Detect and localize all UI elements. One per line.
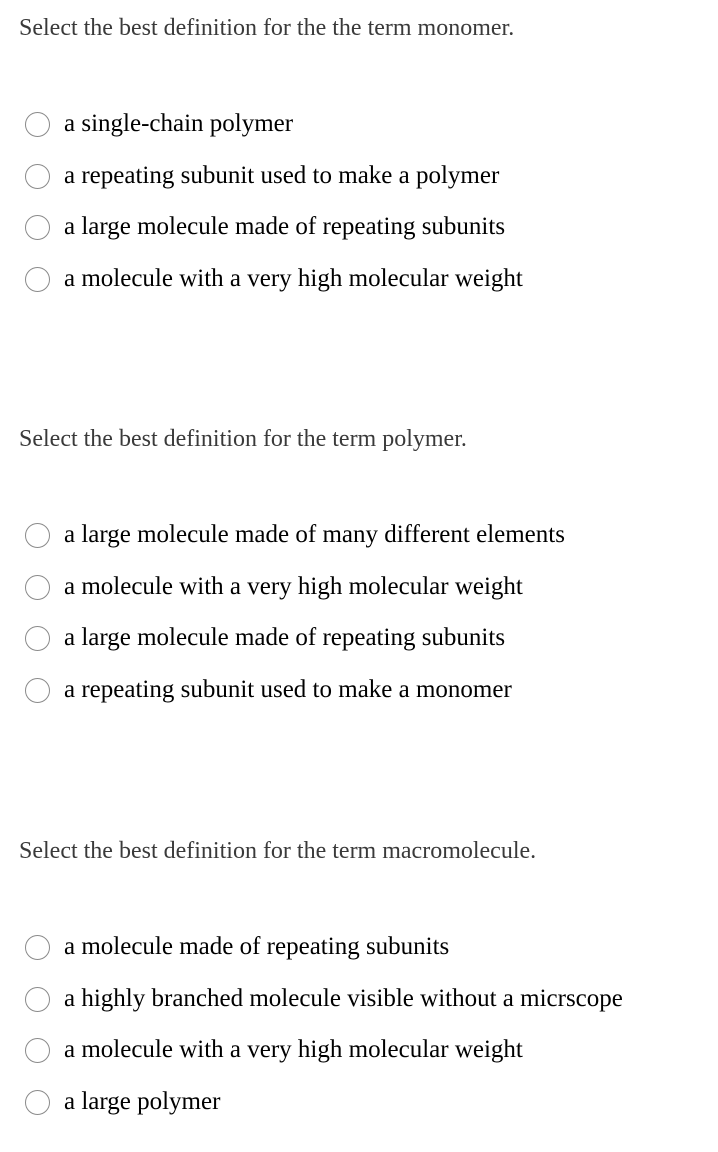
answer-option-label[interactable]: a repeating subunit used to make a monomer [64,675,512,703]
radio-button[interactable] [25,267,50,292]
question-prompt: Select the best definition for the term macromolecule. [19,838,537,864]
radio-button[interactable] [25,626,50,651]
answer-option-label[interactable]: a molecule with a very high molecular weight [64,572,523,600]
question-prompt: Select the best definition for the term polymer. [19,426,467,452]
answer-option-label[interactable]: a large molecule made of repeating subunits [64,624,506,652]
answer-option-label[interactable]: a molecule with a very high molecular weight [64,264,523,292]
radio-button[interactable] [25,678,50,703]
question-prompt: Select the best definition for the the term monomer. [19,15,515,41]
radio-button[interactable] [25,164,50,189]
radio-button[interactable] [25,1038,50,1063]
radio-button[interactable] [25,1090,50,1115]
answer-option-label[interactable]: a molecule with a very high molecular weight [64,1036,523,1064]
answer-option-label[interactable]: a molecule made of repeating subunits [64,932,450,960]
radio-button[interactable] [25,987,50,1012]
answer-option-label[interactable]: a large molecule made of many different elements [64,520,565,548]
answer-option-label[interactable]: a large molecule made of repeating subunits [64,213,506,241]
answer-option-label[interactable]: a highly branched molecule visible without a micrscope [64,984,623,1012]
answer-option-label[interactable]: a single-chain polymer [64,109,294,137]
radio-button[interactable] [25,575,50,600]
radio-button[interactable] [25,523,50,548]
answer-option-label[interactable]: a repeating subunit used to make a polymer [64,161,500,189]
radio-button[interactable] [25,112,50,137]
radio-button[interactable] [25,215,50,240]
radio-button[interactable] [25,935,50,960]
answer-option-label[interactable]: a large polymer [64,1087,221,1115]
